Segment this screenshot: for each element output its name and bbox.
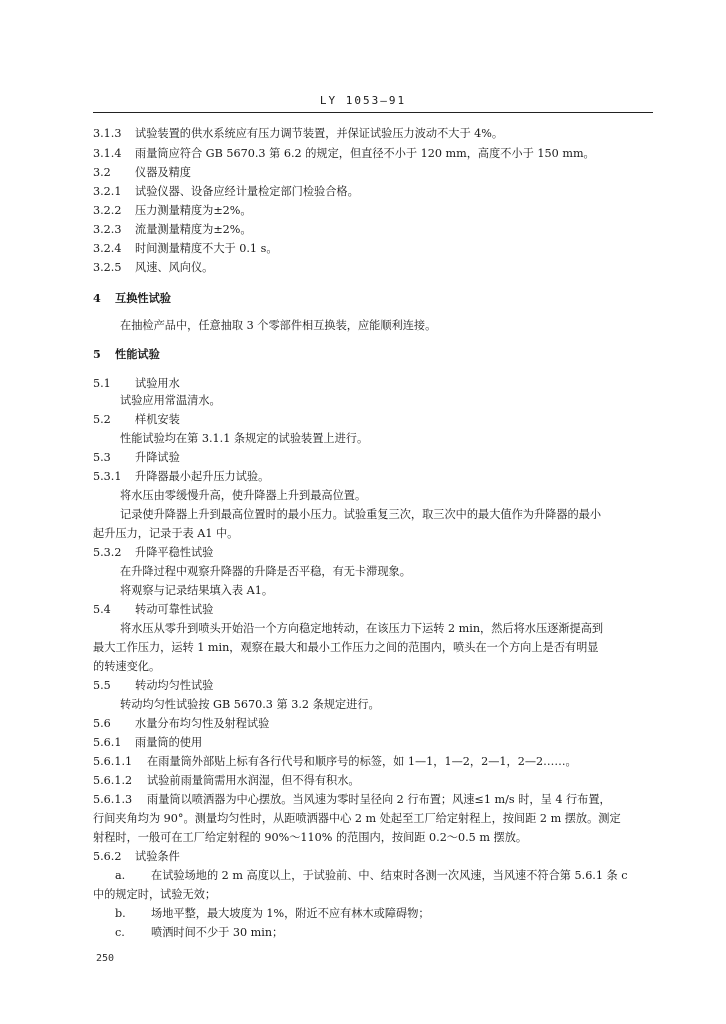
paragraph-line: 起升压力，记录于表 A1 中。	[93, 527, 239, 540]
page-number: 250	[96, 953, 115, 964]
header-rule	[93, 112, 653, 113]
paragraph-line: 试验应用常温清水。	[120, 394, 221, 407]
clause-line: 5.3.1 升降器最小起升压力试验。	[93, 470, 270, 483]
list-item: a. 在试验场地的 2 m 高度以上，于试验前、中、结束时各测一次风速，当风速不符合第 5.6.1 条 c	[115, 869, 628, 882]
clause-line: 5.6.1.2 试验前雨量筒需用水润湿，但不得有积水。	[93, 774, 360, 787]
clause-line: 5.6.1.1 在雨量筒外部贴上标有各行代号和顺序号的标签，如 1—1，1—2，2—1，2—2……。	[93, 755, 577, 768]
paragraph-line: 将水压从零升到喷头开始沿一个方向稳定地转动，在该压力下运转 2 min，然后将水压逐渐提高到	[120, 622, 604, 635]
clause-line: 3.2.4 时间测量精度不大于 0.1 s。	[93, 242, 278, 255]
clause-line: 5.6 水量分布均匀性及射程试验	[93, 717, 270, 730]
clause-line: 5.4 转动可靠性试验	[93, 603, 214, 616]
paragraph-line: 转动均匀性试验按 GB 5670.3 第 3.2 条规定进行。	[120, 698, 380, 711]
clause-line: 3.2 仪器及精度	[93, 166, 191, 179]
clause-line: 5.3.2 升降平稳性试验	[93, 546, 214, 559]
clause-line: 3.2.2 压力测量精度为±2%。	[93, 204, 252, 217]
clause-line: 3.1.4 雨量筒应符合 GB 5670.3 第 6.2 的规定，但直径不小于 120 mm，高度不小于 150 mm。	[93, 147, 595, 160]
clause-line: 5.2 样机安装	[93, 413, 180, 426]
paragraph-line: 性能试验均在第 3.1.1 条规定的试验装置上进行。	[120, 432, 369, 445]
clause-line: 5.1 试验用水	[93, 377, 180, 390]
paragraph-line: 在抽检产品中，任意抽取 3 个零部件相互换装，应能顺利连接。	[120, 319, 437, 332]
clause-line: 3.2.5 风速、风向仪。	[93, 261, 214, 274]
document-header: LY 1053—91	[319, 94, 407, 107]
paragraph-line: 射程时，一般可在工厂给定射程的 90%～110% 的范围内，按间距 0.2～0.5 m 摆放。	[93, 831, 528, 844]
paragraph-line: 将水压由零缓慢升高，使升降器上升到最高位置。	[120, 489, 367, 502]
paragraph-line: 最大工作压力，运转 1 min，观察在最大和最小工作压力之间的范围内，喷头在一个方向上是否有明显	[93, 641, 599, 654]
list-item: b. 场地平整，最大坡度为 1%，附近不应有林木或障碍物；	[115, 907, 430, 920]
clause-line: 5.6.1 雨量筒的使用	[93, 736, 203, 749]
paragraph-line: 将观察与记录结果填入表 A1。	[120, 584, 274, 597]
clause-line: 5.5 转动均匀性试验	[93, 679, 214, 692]
clause-line: 5.6.1.3 雨量筒以喷洒器为中心摆放。当风速为零时呈径向 2 行布置；风速≤1 m/s 时，呈 4 行布置，	[93, 793, 611, 806]
clause-line: 5.3 升降试验	[93, 451, 180, 464]
clause-line: 3.2.3 流量测量精度为±2%。	[93, 223, 252, 236]
section-heading: 4 互换性试验	[93, 291, 171, 305]
clause-line: 3.2.1 试验仪器、设备应经计量检定部门检验合格。	[93, 185, 359, 198]
paragraph-line: 中的规定时，试验无效；	[93, 888, 217, 901]
clause-line: 3.1.3 试验装置的供水系统应有压力调节装置，并保证试验压力波动不大于 4%。	[93, 127, 504, 140]
section-heading: 5 性能试验	[93, 347, 160, 361]
list-item: c. 喷洒时间不少于 30 min；	[115, 926, 284, 939]
paragraph-line: 记录使升降器上升到最高位置时的最小压力。试验重复三次，取三次中的最大值作为升降器的最小	[120, 508, 602, 521]
paragraph-line: 行间夹角均为 90°。测量均匀性时，从距喷洒器中心 2 m 处起至工厂给定射程上，按间距 2 m 摆放。测定	[93, 812, 621, 825]
clause-line: 5.6.2 试验条件	[93, 850, 180, 863]
paragraph-line: 在升降过程中观察升降器的升降是否平稳，有无卡滞现象。	[120, 565, 411, 578]
paragraph-line: 的转速变化。	[93, 660, 161, 673]
